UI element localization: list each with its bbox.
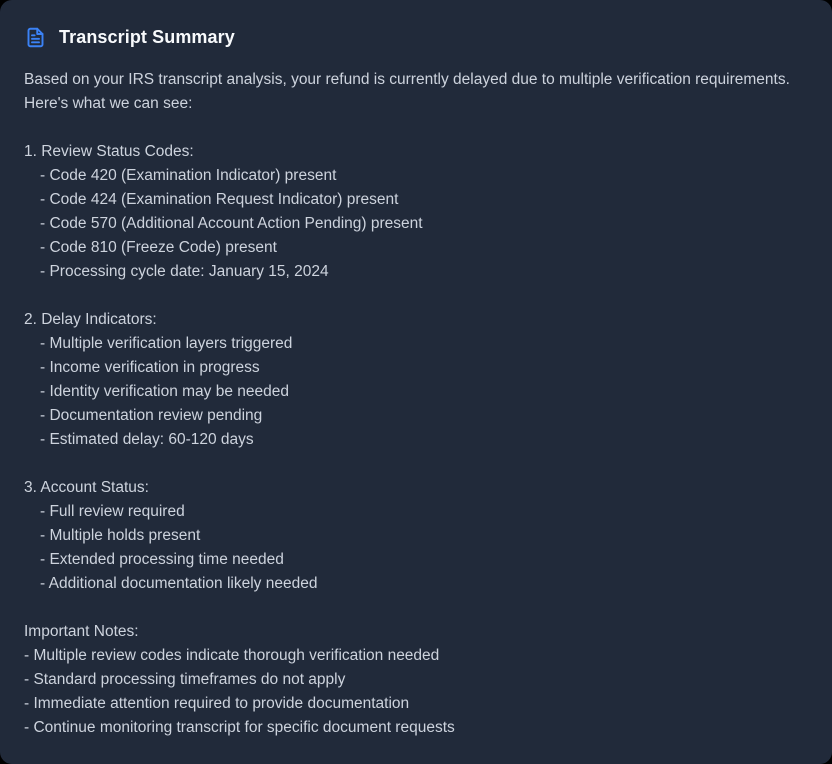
summary-intro: Based on your IRS transcript analysis, your refund is currently delayed due to multiple verification requirements. Here's what we can see:: [24, 71, 790, 112]
section-item: - Processing cycle date: January 15, 2024: [40, 263, 329, 280]
section-item: - Identity verification may be needed: [40, 383, 289, 400]
section-item: - Standard processing timeframes do not apply: [24, 671, 346, 688]
section-item: - Continue monitoring transcript for specific document requests: [24, 719, 455, 736]
summary-body: [24, 68, 808, 740]
card-header: [24, 26, 808, 48]
section-item: - Multiple holds present: [40, 527, 201, 544]
section-item: - Additional documentation likely needed: [40, 575, 318, 592]
summary-section: [24, 140, 808, 284]
section-item: - Documentation review pending: [40, 407, 263, 424]
section-item: - Full review required: [40, 503, 185, 520]
summary-section: [24, 620, 808, 740]
section-heading: Important Notes:: [24, 623, 139, 640]
section-heading: 3. Account Status:: [24, 479, 149, 496]
summary-section: [24, 476, 808, 596]
section-heading: 1. Review Status Codes:: [24, 143, 194, 160]
section-item: - Immediate attention required to provide documentation: [24, 695, 410, 712]
section-item: - Multiple verification layers triggered: [40, 335, 293, 352]
section-item: - Code 424 (Examination Request Indicator) present: [40, 191, 399, 208]
summary-sections: [24, 140, 808, 740]
section-item: - Multiple review codes indicate thorough verification needed: [24, 647, 440, 664]
section-item: - Code 570 (Additional Account Action Pending) present: [40, 215, 423, 232]
section-item: - Code 420 (Examination Indicator) present: [40, 167, 337, 184]
section-heading: 2. Delay Indicators:: [24, 311, 157, 328]
section-item: - Estimated delay: 60-120 days: [40, 431, 254, 448]
section-item: - Extended processing time needed: [40, 551, 284, 568]
file-text-icon: [24, 26, 46, 48]
summary-section: [24, 308, 808, 452]
section-item: - Income verification in progress: [40, 359, 260, 376]
card-title: Transcript Summary: [59, 26, 235, 47]
section-item: - Code 810 (Freeze Code) present: [40, 239, 277, 256]
